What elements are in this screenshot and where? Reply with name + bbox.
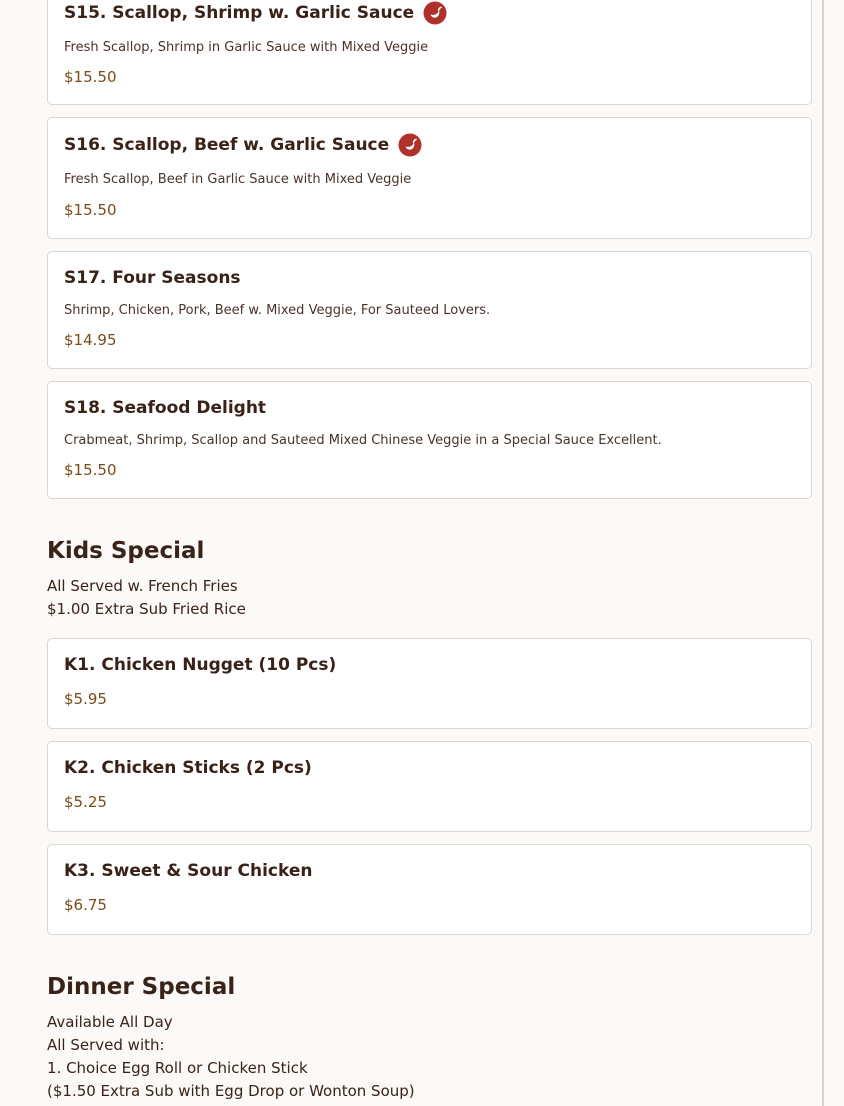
menu-item-card[interactable]: [47, 381, 812, 499]
menu-item-name: K1. Chicken Nugget (10 Pcs): [64, 655, 337, 675]
menu-item-card[interactable]: [47, 844, 812, 935]
scrollbar-track[interactable]: [822, 0, 824, 1106]
menu-item-title: [64, 133, 422, 157]
menu-item-price: $15.50: [64, 461, 117, 479]
menu-item-card[interactable]: [47, 638, 812, 729]
menu-item-name: K3. Sweet & Sour Chicken: [64, 861, 313, 881]
menu-item-card[interactable]: [47, 741, 812, 832]
menu-item-price: $14.95: [64, 331, 117, 349]
menu-item-card[interactable]: [47, 0, 812, 105]
menu-item-description: Fresh Scallop, Beef in Garlic Sauce with Mixed Veggie: [64, 172, 412, 187]
menu-item-price: $5.25: [64, 793, 107, 811]
menu-item-name: S17. Four Seasons: [64, 268, 241, 288]
menu-item-card[interactable]: [47, 251, 812, 369]
section-title-dinner-special: Dinner Special: [47, 974, 236, 1000]
menu-item-title: [64, 1, 447, 25]
menu-item-description: Crabmeat, Shrimp, Scallop and Sauteed Mixed Chinese Veggie in a Special Sauce Excellent.: [64, 433, 662, 448]
menu-item-card[interactable]: [47, 117, 812, 239]
section-note: All Served w. French Fries: [47, 577, 238, 595]
menu-item-name: K2. Chicken Sticks (2 Pcs): [64, 758, 312, 778]
section-title-kids-special: Kids Special: [47, 538, 205, 564]
menu-item-price: $6.75: [64, 896, 107, 914]
menu-item-name: S16. Scallop, Beef w. Garlic Sauce: [64, 135, 390, 155]
menu-item-price: $5.95: [64, 690, 107, 708]
section-note: All Served with:: [47, 1036, 165, 1054]
spicy-pepper-icon: [423, 1, 447, 25]
section-note: Available All Day: [47, 1013, 173, 1031]
section-note: 1. Choice Egg Roll or Chicken Stick: [47, 1059, 308, 1077]
menu-item-price: $15.50: [64, 68, 117, 86]
spicy-pepper-icon: [398, 133, 422, 157]
menu-item-name: S18. Seafood Delight: [64, 398, 267, 418]
section-note: $1.00 Extra Sub Fried Rice: [47, 600, 246, 618]
menu-item-description: Shrimp, Chicken, Pork, Beef w. Mixed Veggie, For Sauteed Lovers.: [64, 303, 491, 318]
menu-item-description: Fresh Scallop, Shrimp in Garlic Sauce with Mixed Veggie: [64, 40, 429, 55]
menu-item-name: S15. Scallop, Shrimp w. Garlic Sauce: [64, 3, 415, 23]
menu-item-price: $15.50: [64, 201, 117, 219]
section-note: ($1.50 Extra Sub with Egg Drop or Wonton Soup): [47, 1082, 415, 1100]
